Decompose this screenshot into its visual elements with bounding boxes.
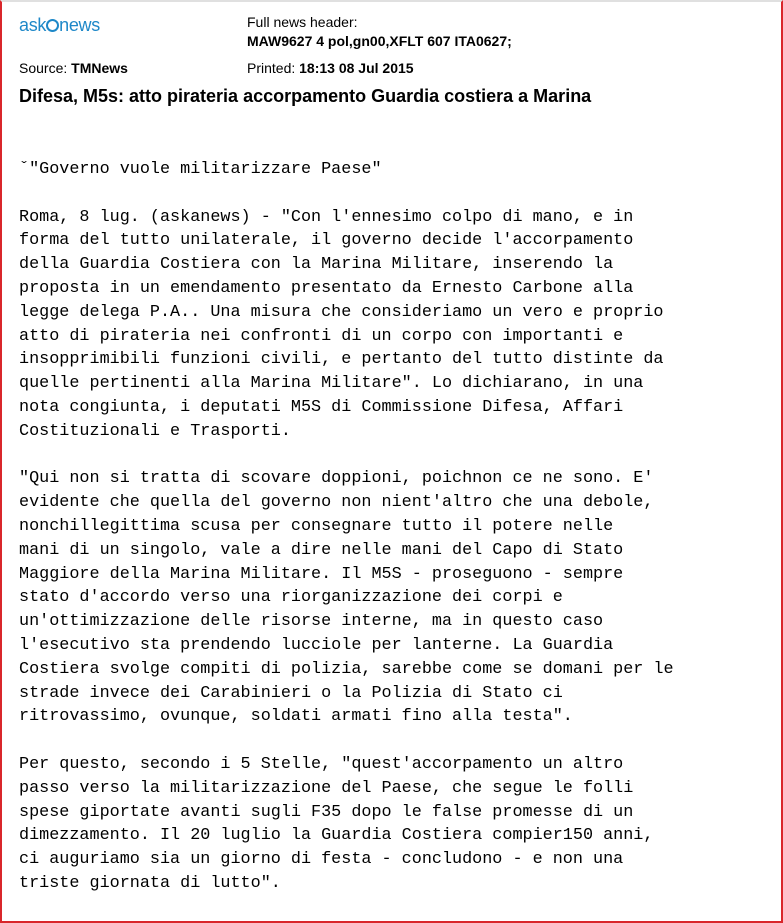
printed-label: Printed: [247,60,296,76]
article-title: Difesa, M5s: atto pirateria accorpamento Guardia costiera a Marina [19,86,592,106]
printed-line [247,60,414,76]
paragraph-gap [19,444,771,468]
paragraph-gap [19,182,771,206]
full-news-header-code: MAW9627 4 pol,gn00,XFLT 607 ITA0627; [247,33,512,49]
paragraph-gap [19,729,771,753]
source-label: Source: [19,60,68,76]
source-line [19,60,128,76]
article-paragraph-1: Roma, 8 lug. (askanews) - "Con l'ennesimo colpo di mano, e in forma del tutto unilaterale, il governo decide l'accorpamento della Guardia Costiera con la Marina Militare, inserendo la proposta in un emendamento presentato da Ernesto Carbone alla legge delega P.A.. Una misura che consideriamo un vero e proprio atto di pirateria nei confronti di un corpo con importanti e insopprimibili funzioni civili, e pertanto del tutto distinte da quelle pertinenti alla Marina Militare". Lo dichiarano, in una nota congiunta, i deputati M5S di Commissione Difesa, Affari Costituzionali e Trasporti. [19,207,664,441]
full-news-header-label: Full news header: [247,14,358,30]
source-value: TMNews [71,60,128,76]
logo-text-news: news [59,15,100,35]
article-subtitle: ˇ"Governo vuole militarizzare Paese" [19,160,382,179]
article-body [19,158,771,896]
logo-text-ask: ask [19,15,47,35]
printed-value: 18:13 08 Jul 2015 [299,60,414,76]
askanews-logo [19,15,100,36]
article-paragraph-3: Per questo, secondo i 5 Stelle, "quest'accorpamento un altro passo verso la militarizzazione del Paese, che segue le folli spese giportate avanti sugli F35 dopo le false promesse di un dimezzamento. Il 20 luglio la Guardia Costiera compier150 anni, ci auguriamo sia un giorno di festa - concludono - e non una triste giornata di lutto". [19,754,654,893]
article-paragraph-2: "Qui non si tratta di scovare doppioni, poichnon ce ne sono. E' evidente che quella del governo non nient'altro che una debole, nonchillegittima scusa per consegnare tutto il potere nelle mani di un singolo, vale a dire nelle mani del Capo di Stato Maggiore della Marina Militare. Il M5S - proseguono - sempre stato d'accordo verso una riorganizzazione dei corpi e un'ottimizzazione delle risorse interne, ma in questo caso l'esecutivo sta prendendo lucciole per lanterne. La Guardia Costiera svolge compiti di polizia, sarebbe come se domani per le strade invece dei Carabinieri o la Polizia di Stato ci ritrovassimo, ovunque, soldati armati fino alla testa". [19,469,674,727]
logo-ring-icon [46,19,59,32]
